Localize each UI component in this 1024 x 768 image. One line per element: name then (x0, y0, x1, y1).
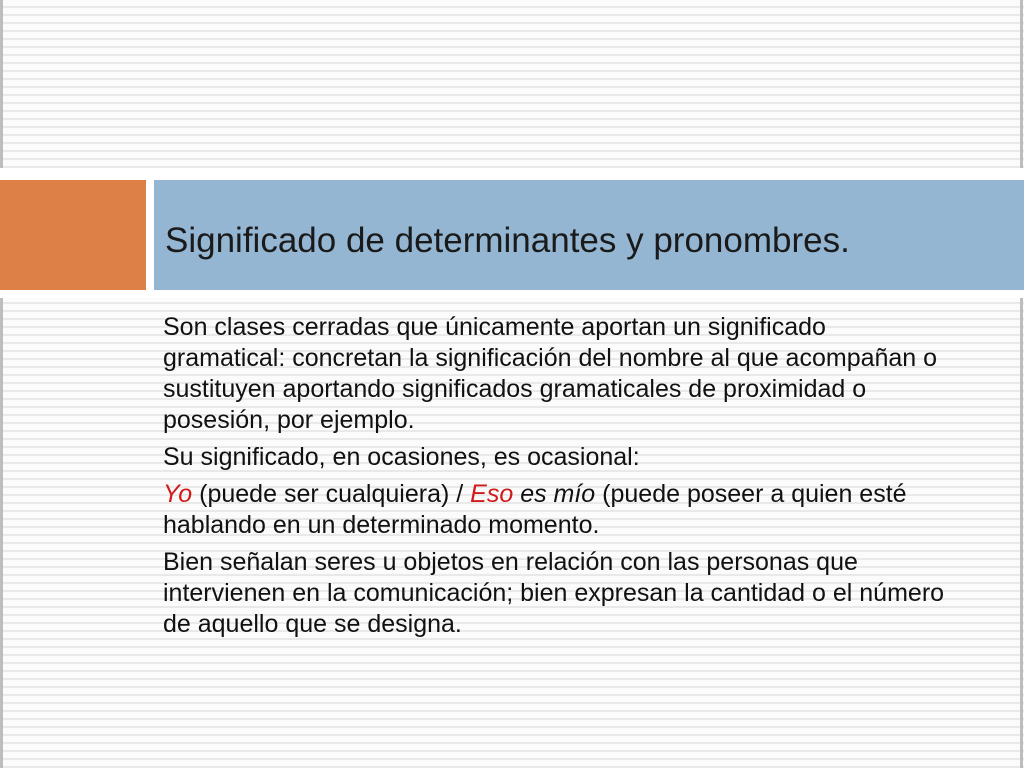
paragraph-meaning: Su significado, en ocasiones, es ocasional: (163, 443, 640, 471)
example-es-mio: es mío (520, 480, 596, 508)
example-text-3: (puede poseer a quien esté hablando en un determinado momento. (163, 480, 907, 539)
paragraph-reference: Bien señalan seres u objetos en relación con las personas que intervienen en la comunicación; bien expresan la cantidad o el número de aquello que se designa. (163, 548, 945, 638)
title-bottom-gap (0, 290, 1024, 298)
example-text-1: (puede ser cualquiera) / (192, 480, 471, 508)
slide-title: Significado de determinantes y pronombres. (165, 221, 850, 260)
slide-body (163, 312, 953, 646)
accent-separator (146, 180, 154, 290)
example-word-yo: Yo (163, 480, 193, 508)
orange-accent-block (0, 180, 146, 290)
frame-left-border (0, 0, 3, 768)
example-word-eso: Eso (470, 480, 514, 508)
title-top-gap (0, 168, 1024, 180)
paragraph-example (163, 479, 953, 541)
frame-right-border (1020, 0, 1023, 768)
paragraph-definition: Son clases cerradas que únicamente aportan un significado gramatical: concretan la significación del nombre al que acompañan o sustituyen aportando significados gramaticales de proximidad o posesión, por ejemplo. (163, 313, 938, 434)
